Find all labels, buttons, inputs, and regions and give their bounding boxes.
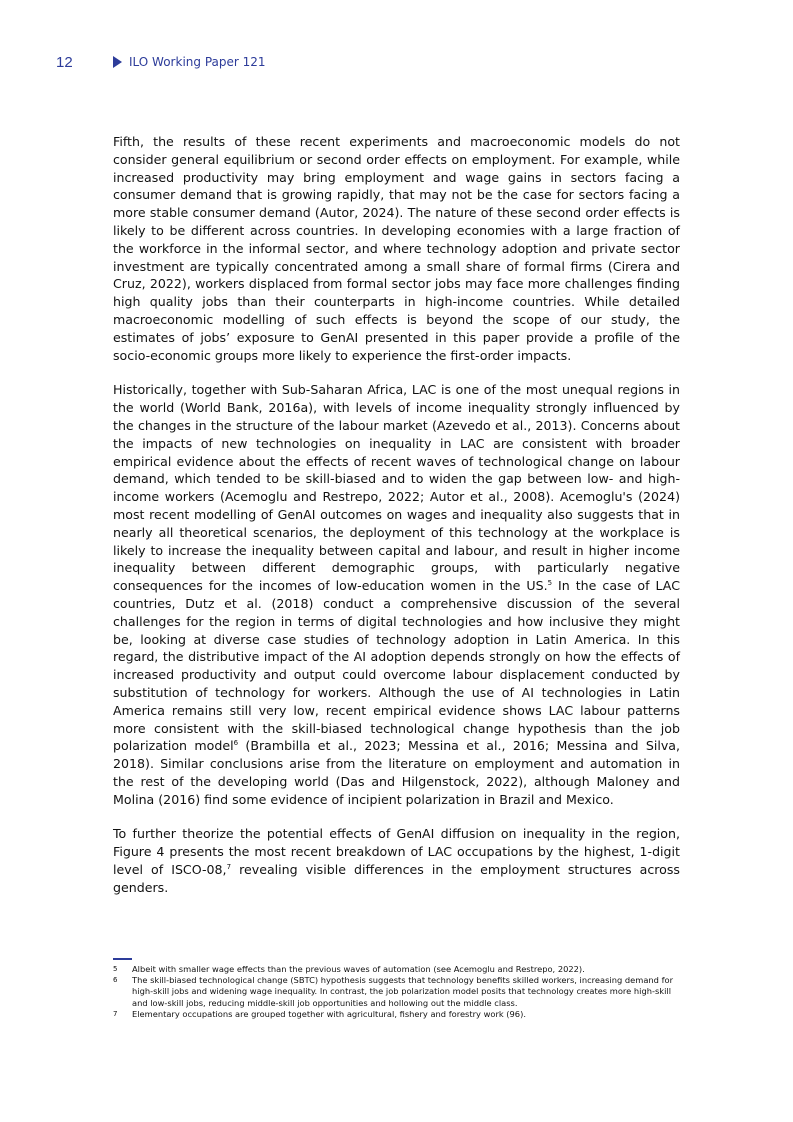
footnote bbox=[113, 975, 680, 1009]
body-text bbox=[113, 133, 680, 914]
running-title: ILO Working Paper 121 bbox=[129, 55, 266, 69]
footnotes bbox=[113, 964, 680, 1020]
footnote-ref-5[interactable]: 5 bbox=[547, 579, 553, 588]
footnote-ref-6[interactable]: 6 bbox=[233, 739, 239, 748]
page-number: 12 bbox=[56, 54, 73, 71]
paragraph-2-part-c: (Brambilla et al., 2023; Messina et al., 2016; Messina and Silva, 2018). Similar conclusions arise from the literature on employment and automation in the rest of the developing world (Das and Hilgenstock, 2022), although Maloney and Molina (2016) find some evidence of incipient polarization in Brazil and Mexico. bbox=[113, 738, 680, 807]
footnote-ref-7[interactable]: 7 bbox=[226, 863, 232, 872]
triangle-bullet-icon bbox=[113, 56, 122, 68]
footnote-divider bbox=[113, 958, 132, 960]
paragraph-3-part-a: To further theorize the potential effects of GenAI diffusion on inequality in the region, Figure 4 presents the most recent breakdown of LAC occupations by the highest, 1-digit level of ISCO-08, bbox=[113, 826, 680, 878]
footnote-number: 6 bbox=[113, 976, 118, 985]
footnote-text: The skill-biased technological change (SBTC) hypothesis suggests that technology benefits skilled workers, increasing demand for high-skill jobs and widening wage inequality. In contrast, the job polarization model posits that technology creates more high-skill and low-skill jobs, reducing middle-skill job opportunities and hollowing out the middle class. bbox=[132, 975, 673, 1008]
footnote-number: 5 bbox=[113, 965, 118, 973]
running-header bbox=[113, 55, 266, 69]
paragraph-2-part-a: Historically, together with Sub-Saharan Africa, LAC is one of the most unequal regions in the world (World Bank, 2016a), with levels of income inequality strongly influenced by the changes in the structure of the labour market (Azevedo et al., 2013). Concerns about the impacts of new technologies on inequality in LAC are consistent with broader empirical evidence about the effects of recent waves of technological change on labour demand, which tended to be skill-biased and to widen the gap between low- and high-income workers (Acemoglu and Restrepo, 2022; Autor et al., 2008). Acemoglu's (2024) most recent modelling of GenAI outcomes on wages and inequality also suggests that in nearly all theoretical scenarios, the deployment of this technology at the workplace is likely to increase the inequality between capital and labour, and result in higher income inequality between different demographic groups, with particularly negative consequences for the incomes of low-education women in the US. bbox=[113, 382, 680, 594]
footnote-text: Elementary occupations are grouped together with agricultural, fishery and forestry work (96). bbox=[132, 1008, 526, 1019]
footnote bbox=[113, 964, 680, 975]
paragraph-2-part-b: In the case of LAC countries, Dutz et al. (2018) conduct a comprehensive discussion of the several challenges for the region in terms of digital technologies and how inclusive they might be, looking at diverse case studies of technology adoption in Latin America. In this regard, the distributive impact of the AI adoption depends strongly on how the effects of increased productivity and output could overcome labour displacement conducted by substitution of technology for workers. Although the use of AI technologies in Latin America remains still very low, recent empirical evidence shows LAC labour patterns more consistent with the skill-biased technological change hypothesis than the job polarization model bbox=[113, 578, 680, 754]
paragraph-2 bbox=[113, 381, 680, 808]
footnote-number: 7 bbox=[113, 1009, 118, 1018]
footnote-text: Albeit with smaller wage effects than the previous waves of automation (see Acemoglu and Restrepo, 2022). bbox=[132, 964, 585, 974]
paragraph-1: Fifth, the results of these recent experiments and macroeconomic models do not consider general equilibrium or second order effects on employment. For example, while increased productivity may bring employment and wage gains in sectors facing a consumer demand that is growing rapidly, that may not be the case for sectors facing a more stable consumer demand (Autor, 2024). The nature of these second order effects is likely to be different across countries. In developing economies with a large fraction of the workforce in the informal sector, and where technology adoption and private sector investment are typically concentrated among a small share of formal firms (Cirera and Cruz, 2022), workers displaced from formal sector jobs may face more challenges finding high quality jobs than their counterparts in high-income countries. While detailed macroeconomic modelling of such effects is beyond the scope of our study, the estimates of jobs’ exposure to GenAI presented in this paper provide a profile of the socio-economic groups more likely to experience the first-order impacts. bbox=[113, 134, 680, 363]
paragraph-3 bbox=[113, 825, 680, 896]
paragraph-3-part-b: revealing visible differences in the employment structures across genders. bbox=[113, 862, 680, 895]
footnote bbox=[113, 1009, 680, 1020]
